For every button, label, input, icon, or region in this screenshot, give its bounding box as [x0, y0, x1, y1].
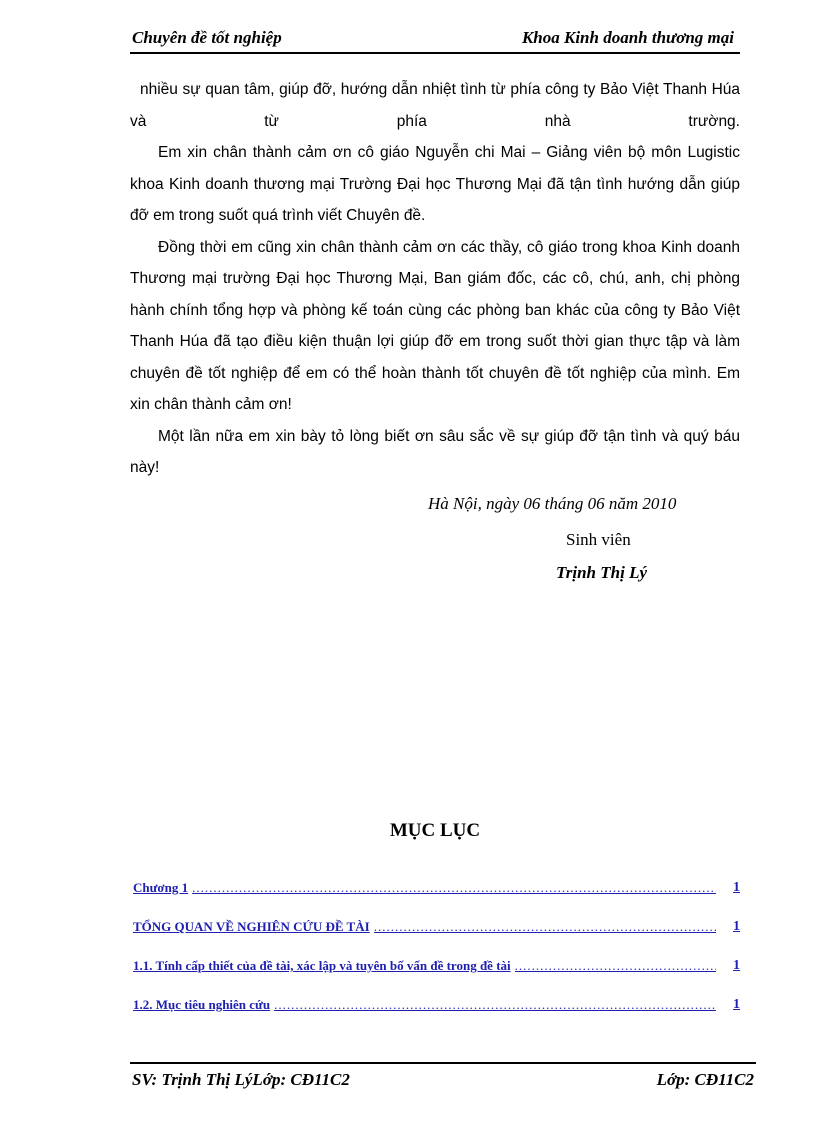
toc-entry-1-1[interactable]	[133, 958, 740, 997]
toc-entry-text: 1.2. Mục tiêu nghiên cứu	[133, 997, 271, 1012]
signature-name: Trịnh Thị Lý	[556, 563, 647, 582]
toc-entry-page: 1	[733, 958, 740, 973]
paragraph-4: Một lần nữa em xin bày tỏ lòng biết ơn sâu sắc về sự giúp đỡ tận tình và quý báu này!	[130, 427, 740, 476]
toc-leader-dots	[515, 958, 716, 974]
toc-leader-dots	[374, 919, 716, 935]
header-left-title: Chuyên đề tốt nghiệp	[132, 28, 282, 47]
toc-entry-text: 1.1. Tính cấp thiết của đề tài, xác lập và tuyên bố vấn đề trong đề tài	[133, 958, 511, 973]
toc-leader-dots	[274, 997, 716, 1013]
signature-role: Sinh viên	[566, 530, 631, 549]
footer-right: Lớp: CĐ11C2	[656, 1070, 754, 1089]
footer-left: SV: Trịnh Thị LýLớp: CĐ11C2	[132, 1070, 350, 1089]
toc-entry-text: TỔNG QUAN VỀ NGHIÊN CỨU ĐỀ TÀI	[133, 919, 370, 934]
toc-entry-page: 1	[733, 919, 740, 934]
toc-entry-chapter-1[interactable]	[133, 880, 740, 919]
toc-entry-text: Chương 1	[133, 880, 189, 895]
header-right-title: Khoa Kinh doanh thương mại	[521, 28, 734, 47]
toc-leader-dots	[192, 880, 716, 896]
paragraph-1: nhiều sự quan tâm, giúp đỡ, hướng dẫn nhiệt tình từ phía công ty Bảo Việt Thanh Húa và từ phía nhà trường.	[130, 81, 740, 130]
paragraph-2: Em xin chân thành cảm ơn cô giáo Nguyễn chi Mai – Giảng viên bộ môn Lugistic khoa Kinh doanh thương mại Trường Đại học Thương Mại đã tận tình hướng dẫn giúp đỡ em trong suốt quá trình viết Chuyên đề.	[130, 144, 740, 224]
toc-entry-1-2[interactable]	[133, 997, 740, 1036]
table-of-contents	[133, 880, 740, 1036]
toc-entry-page: 1	[733, 880, 740, 895]
page-footer	[130, 1062, 756, 1088]
page-header	[130, 26, 740, 54]
toc-title: MỤC LỤC	[389, 820, 481, 841]
signature-date: Hà Nội, ngày 06 tháng 06 năm 2010	[428, 494, 677, 513]
paragraph-3: Đồng thời em cũng xin chân thành cảm ơn các thầy, cô giáo trong khoa Kinh doanh Thương mại trường Đại học Thương Mại, Ban giám đốc, các cô, chú, anh, chị phòng hành chính tổng hợp và phòng kế toán cùng các phòng ban khác của công ty Bảo Việt Thanh Húa đã tạo điều kiện thuận lợi giúp đỡ em trong suốt thời gian thực tập và làm chuyên đề tốt nghiệp để em có thể hoàn thành tốt chuyên đề tốt nghiệp của mình. Em xin chân thành cảm ơn!	[130, 238, 740, 413]
acknowledgement-body	[130, 74, 740, 484]
toc-entry-overview[interactable]	[133, 919, 740, 958]
toc-entry-page: 1	[733, 997, 740, 1012]
